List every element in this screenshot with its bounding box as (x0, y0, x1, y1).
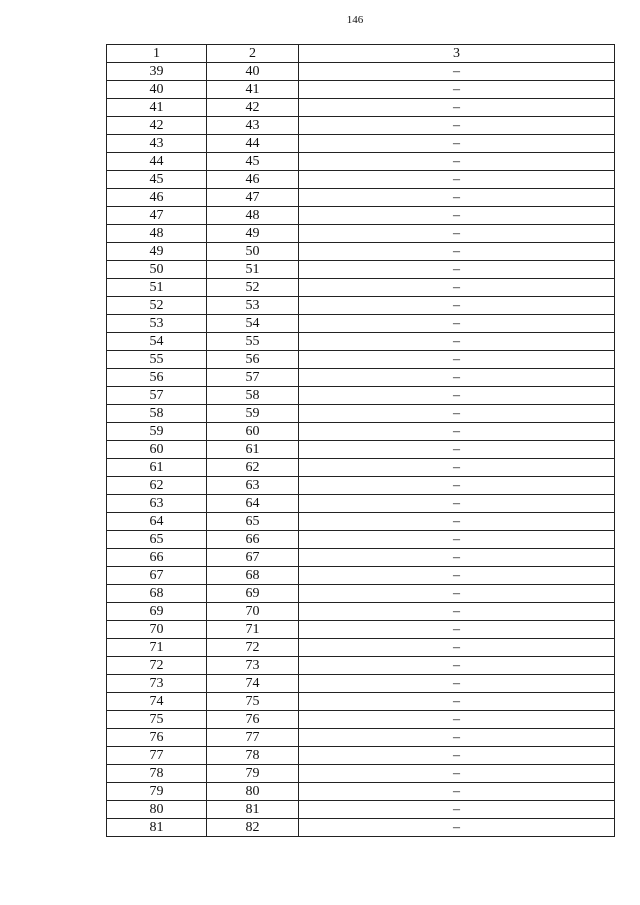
table-cell-col-1: 41 (107, 99, 207, 117)
table-cell-col-2: 75 (207, 693, 299, 711)
table-cell-col-1: 42 (107, 117, 207, 135)
table-cell-col-3: – (299, 171, 615, 189)
table-cell-col-2: 65 (207, 513, 299, 531)
table-cell-col-1: 62 (107, 477, 207, 495)
table-cell-col-3: – (299, 729, 615, 747)
table-cell-col-1: 79 (107, 783, 207, 801)
table-cell-col-2: 55 (207, 333, 299, 351)
table-cell-col-3: – (299, 261, 615, 279)
table-cell-col-3: – (299, 297, 615, 315)
table-header (107, 45, 615, 63)
table-row (107, 99, 615, 117)
table-cell-col-3: – (299, 495, 615, 513)
table-cell-col-3: – (299, 63, 615, 81)
table-row (107, 639, 615, 657)
table-row (107, 729, 615, 747)
table-cell-col-3: – (299, 135, 615, 153)
table-cell-col-3: – (299, 513, 615, 531)
table-cell-col-3: – (299, 225, 615, 243)
table-cell-col-3: – (299, 315, 615, 333)
table-cell-col-2: 48 (207, 207, 299, 225)
table-cell-col-2: 73 (207, 657, 299, 675)
table-cell-col-2: 71 (207, 621, 299, 639)
table-cell-col-2: 78 (207, 747, 299, 765)
table-row (107, 333, 615, 351)
table-cell-col-1: 81 (107, 819, 207, 837)
table-cell-col-2: 62 (207, 459, 299, 477)
table-cell-col-2: 64 (207, 495, 299, 513)
header-cell-3: 3 (299, 45, 615, 63)
table-row (107, 153, 615, 171)
table-cell-col-1: 73 (107, 675, 207, 693)
table-cell-col-2: 47 (207, 189, 299, 207)
table-cell-col-2: 45 (207, 153, 299, 171)
table-cell-col-3: – (299, 765, 615, 783)
table-cell-col-3: – (299, 333, 615, 351)
table-cell-col-3: – (299, 531, 615, 549)
table-row (107, 585, 615, 603)
table-row (107, 819, 615, 837)
table-cell-col-3: – (299, 81, 615, 99)
table-row (107, 549, 615, 567)
table-cell-col-2: 61 (207, 441, 299, 459)
table-row (107, 297, 615, 315)
table-cell-col-2: 41 (207, 81, 299, 99)
table-row (107, 117, 615, 135)
table-cell-col-3: – (299, 657, 615, 675)
table-cell-col-2: 52 (207, 279, 299, 297)
table-cell-col-1: 72 (107, 657, 207, 675)
table-cell-col-2: 58 (207, 387, 299, 405)
table-row (107, 441, 615, 459)
table-cell-col-2: 54 (207, 315, 299, 333)
table-cell-col-2: 40 (207, 63, 299, 81)
table-cell-col-3: – (299, 801, 615, 819)
table-row (107, 459, 615, 477)
table-cell-col-1: 55 (107, 351, 207, 369)
table-row (107, 513, 615, 531)
table-cell-col-2: 46 (207, 171, 299, 189)
table-row (107, 711, 615, 729)
table-cell-col-2: 67 (207, 549, 299, 567)
table-cell-col-2: 77 (207, 729, 299, 747)
table-cell-col-3: – (299, 99, 615, 117)
table-cell-col-3: – (299, 405, 615, 423)
table-row (107, 135, 615, 153)
table-cell-col-1: 48 (107, 225, 207, 243)
table-row (107, 765, 615, 783)
table-cell-col-2: 56 (207, 351, 299, 369)
header-cell-2: 2 (207, 45, 299, 63)
table-cell-col-1: 80 (107, 801, 207, 819)
table-cell-col-2: 82 (207, 819, 299, 837)
table-cell-col-3: – (299, 783, 615, 801)
table-cell-col-2: 43 (207, 117, 299, 135)
table-cell-col-1: 76 (107, 729, 207, 747)
table-body (107, 63, 615, 837)
table-cell-col-2: 42 (207, 99, 299, 117)
table-cell-col-2: 66 (207, 531, 299, 549)
table-cell-col-1: 43 (107, 135, 207, 153)
table-cell-col-3: – (299, 585, 615, 603)
table-row (107, 387, 615, 405)
table-cell-col-1: 77 (107, 747, 207, 765)
table-row (107, 783, 615, 801)
table-cell-col-3: – (299, 207, 615, 225)
data-table (106, 44, 615, 837)
table-cell-col-1: 75 (107, 711, 207, 729)
table-row (107, 675, 615, 693)
table-cell-col-2: 76 (207, 711, 299, 729)
table-cell-col-3: – (299, 747, 615, 765)
table-cell-col-3: – (299, 459, 615, 477)
page-number: 146 (346, 14, 364, 26)
table-row (107, 81, 615, 99)
table-cell-col-3: – (299, 279, 615, 297)
table-cell-col-2: 79 (207, 765, 299, 783)
table-cell-col-1: 78 (107, 765, 207, 783)
table-cell-col-3: – (299, 423, 615, 441)
table-cell-col-1: 70 (107, 621, 207, 639)
table-cell-col-1: 40 (107, 81, 207, 99)
table-row (107, 315, 615, 333)
table-cell-col-1: 56 (107, 369, 207, 387)
table-cell-col-3: – (299, 693, 615, 711)
table-row (107, 657, 615, 675)
table-row (107, 477, 615, 495)
table-cell-col-3: – (299, 369, 615, 387)
table-cell-col-2: 69 (207, 585, 299, 603)
table-row (107, 603, 615, 621)
table-cell-col-2: 70 (207, 603, 299, 621)
table-cell-col-2: 81 (207, 801, 299, 819)
table-cell-col-3: – (299, 621, 615, 639)
table-row (107, 531, 615, 549)
table-row (107, 63, 615, 81)
table-cell-col-1: 74 (107, 693, 207, 711)
table-cell-col-2: 59 (207, 405, 299, 423)
table-cell-col-1: 50 (107, 261, 207, 279)
table-row (107, 207, 615, 225)
table-row (107, 189, 615, 207)
table-cell-col-1: 54 (107, 333, 207, 351)
table-row (107, 495, 615, 513)
table-row (107, 405, 615, 423)
table-cell-col-3: – (299, 117, 615, 135)
header-cell-1: 1 (107, 45, 207, 63)
table-cell-col-1: 51 (107, 279, 207, 297)
table-row (107, 369, 615, 387)
table-cell-col-2: 44 (207, 135, 299, 153)
table-cell-col-1: 71 (107, 639, 207, 657)
table-cell-col-2: 72 (207, 639, 299, 657)
table-cell-col-1: 52 (107, 297, 207, 315)
table-cell-col-2: 60 (207, 423, 299, 441)
table-cell-col-1: 60 (107, 441, 207, 459)
table-cell-col-1: 61 (107, 459, 207, 477)
table-row (107, 801, 615, 819)
table-cell-col-3: – (299, 711, 615, 729)
table-cell-col-1: 47 (107, 207, 207, 225)
table-row (107, 621, 615, 639)
table-cell-col-1: 45 (107, 171, 207, 189)
table-cell-col-2: 80 (207, 783, 299, 801)
table-row (107, 747, 615, 765)
table-row (107, 351, 615, 369)
table-row (107, 225, 615, 243)
table-row (107, 243, 615, 261)
table-cell-col-3: – (299, 567, 615, 585)
table-cell-col-1: 64 (107, 513, 207, 531)
table-cell-col-1: 46 (107, 189, 207, 207)
table-cell-col-1: 59 (107, 423, 207, 441)
table-row (107, 171, 615, 189)
table-row (107, 279, 615, 297)
table-cell-col-2: 74 (207, 675, 299, 693)
table-cell-col-1: 58 (107, 405, 207, 423)
table-cell-col-1: 39 (107, 63, 207, 81)
table-cell-col-1: 49 (107, 243, 207, 261)
table-cell-col-1: 63 (107, 495, 207, 513)
table-cell-col-1: 69 (107, 603, 207, 621)
table-cell-col-3: – (299, 189, 615, 207)
table-row (107, 423, 615, 441)
table-cell-col-3: – (299, 387, 615, 405)
table-row (107, 693, 615, 711)
table-cell-col-2: 49 (207, 225, 299, 243)
table-cell-col-2: 53 (207, 297, 299, 315)
table-cell-col-3: – (299, 675, 615, 693)
table-cell-col-1: 53 (107, 315, 207, 333)
table-cell-col-3: – (299, 549, 615, 567)
table-cell-col-3: – (299, 351, 615, 369)
table-cell-col-3: – (299, 477, 615, 495)
table-cell-col-3: – (299, 243, 615, 261)
table-cell-col-1: 66 (107, 549, 207, 567)
table-cell-col-1: 68 (107, 585, 207, 603)
table-cell-col-3: – (299, 639, 615, 657)
table-cell-col-3: – (299, 603, 615, 621)
table-cell-col-1: 65 (107, 531, 207, 549)
table-cell-col-2: 51 (207, 261, 299, 279)
table-cell-col-1: 44 (107, 153, 207, 171)
table-cell-col-3: – (299, 819, 615, 837)
table-cell-col-2: 50 (207, 243, 299, 261)
header-row (107, 45, 615, 63)
table-cell-col-3: – (299, 441, 615, 459)
table-cell-col-1: 67 (107, 567, 207, 585)
table-cell-col-2: 63 (207, 477, 299, 495)
table-cell-col-2: 57 (207, 369, 299, 387)
table-cell-col-2: 68 (207, 567, 299, 585)
table-row (107, 261, 615, 279)
table-cell-col-1: 57 (107, 387, 207, 405)
table-cell-col-3: – (299, 153, 615, 171)
table-row (107, 567, 615, 585)
